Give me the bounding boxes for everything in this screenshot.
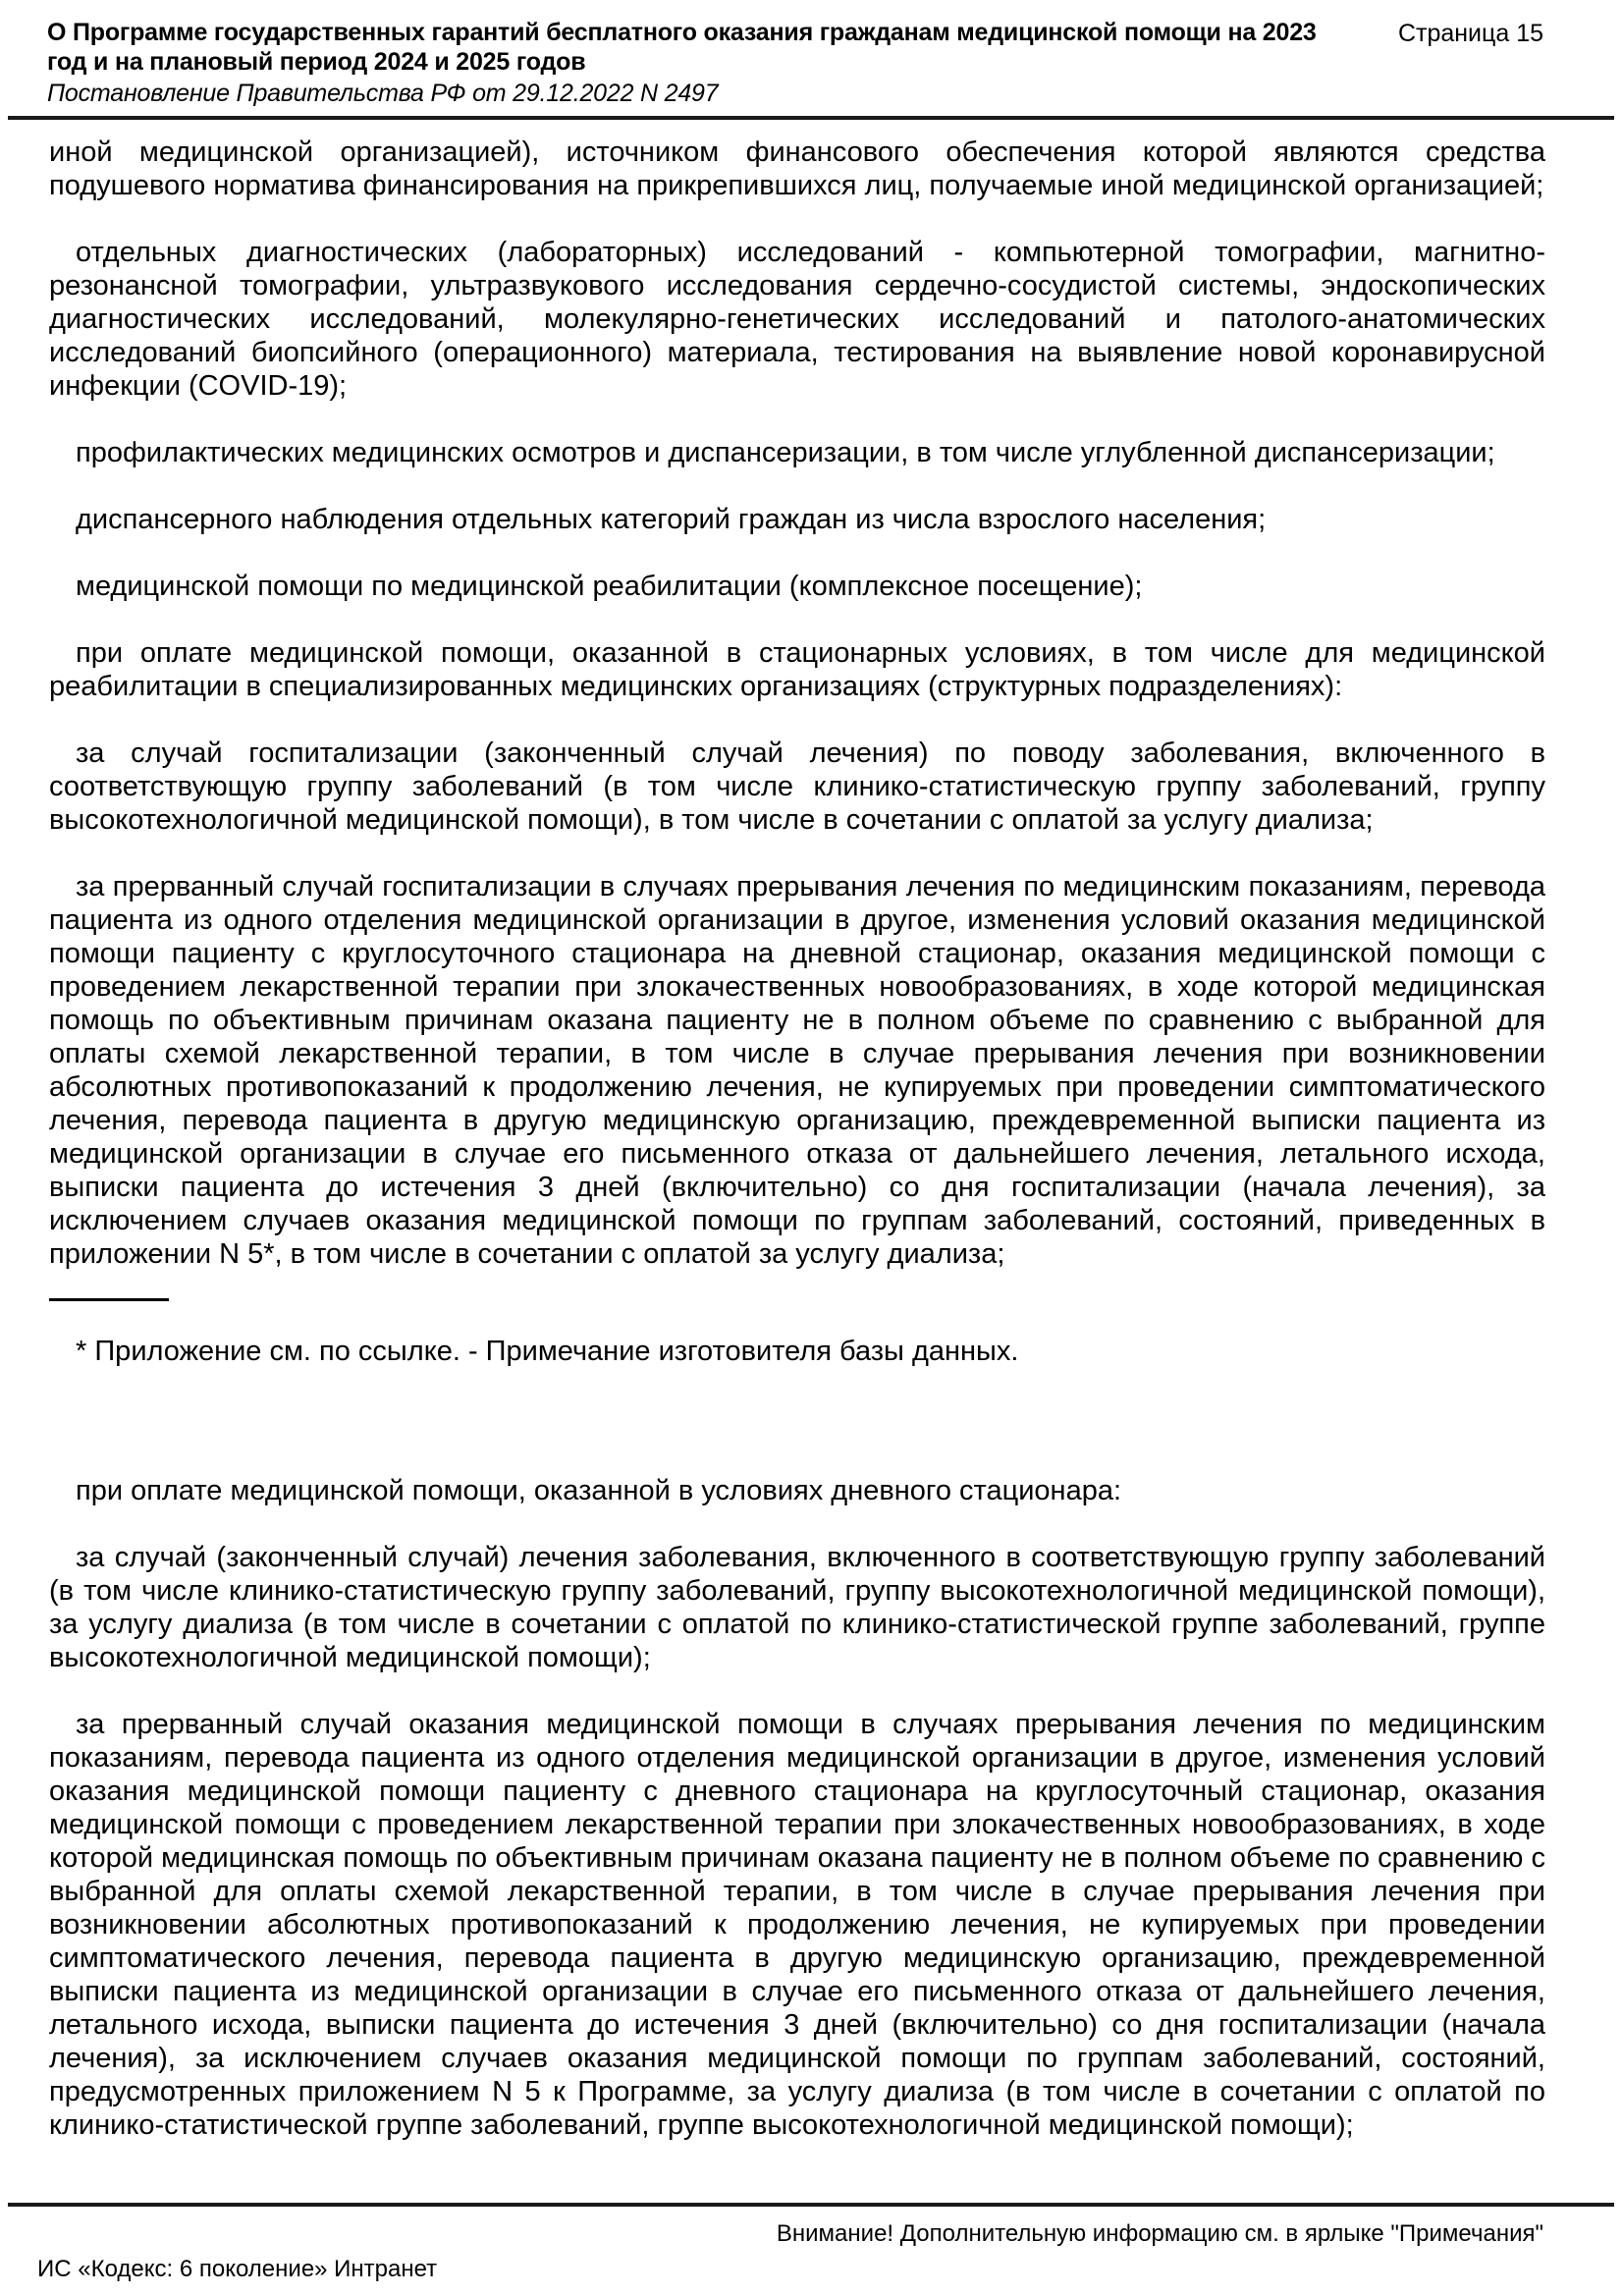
body-paragraph: профилактических медицинских осмотров и диспансеризации, в том числе углубленной диспансеризации;	[76, 437, 1495, 468]
footer-system-label: ИС «Кодекс: 6 поколение» Интранет	[37, 2256, 438, 2282]
document-body	[0, 120, 1622, 2142]
document-subtitle: Постановление Правительства РФ от 29.12.2022 N 2497	[47, 80, 719, 107]
body-paragraph: медицинской помощи по медицинской реабилитации (комплексное посещение);	[76, 571, 1143, 602]
body-paragraph: иной медицинской организацией), источником финансового обеспечения которой являются средства подушевого норматива финансирования на прикрепившихся лиц, получаемые иной медицинской организацией;	[49, 137, 1545, 201]
document-title: О Программе государственных гарантий бесплатного оказания гражданам медицинской помощи на 2023 год и на плановый период 2024 и 2025 годов	[47, 19, 1317, 76]
body-paragraph: за случай госпитализации (законченный случай лечения) по поводу заболевания, включенного в соответствующую группу заболеваний (в том числе клинико-статистическую группу заболеваний, группу высокотехнологичной медицинской помощи), в том числе в сочетании с оплатой за услугу диализа;	[49, 738, 1545, 836]
footnote-text: * Приложение см. по ссылке. - Примечание изготовителя базы данных.	[76, 1336, 1019, 1367]
footer-divider	[8, 2203, 1614, 2207]
body-paragraph: за прерванный случай госпитализации в случаях прерывания лечения по медицинским показаниям, перевода пациента из одного отделения медицинской организации в другое, изменения условий оказания медицинской помощи пациенту с круглосуточного стационара на дневной стационар, оказания медицинской помощи с проведением лекарственной терапии при злокачественных новообразованиях, в ходе которой медицинская помощь по объективным причинам оказана пациенту не в полном объеме по сравнению с выбранной для оплаты схемой лекарственной терапии, в том числе в случае прерывания лечения при возникновении абсолютных противопоказаний к продолжению лечения, не купируемых при проведении симптоматического лечения, перевода пациента в другую медицинскую организацию, преждевременной выписки пациента из медицинской организации в случае его письменного отказа от дальнейшего лечения, летального исхода, выписки пациента до истечения 3 дней (включительно) со дня госпитализации (начала лечения), за исключением случаев оказания медицинской помощи по группам заболеваний, состояний, приведенных в приложении N 5*, в том числе в сочетании с оплатой за услугу диализа;	[49, 871, 1545, 1270]
document-header	[0, 0, 1622, 108]
footnote-divider	[49, 1298, 169, 1301]
footnote-block	[49, 1298, 1545, 1368]
body-paragraph: при оплате медицинской помощи, оказанной в стационарных условиях, в том числе для медицинской реабилитации в специализированных медицинских организациях (структурных подразделениях):	[49, 637, 1545, 702]
body-paragraph: при оплате медицинской помощи, оказанной в условиях дневного стационара:	[76, 1475, 1122, 1506]
footer-notice: Внимание! Дополнительную информацию см. в ярлыке "Примечания"	[776, 2220, 1543, 2247]
page-number-label: Страница 15	[1397, 20, 1543, 47]
document-footer	[0, 2203, 1622, 2283]
body-paragraph: отдельных диагностических (лабораторных) исследований - компьютерной томографии, магнитно-резонансной томографии, ультразвукового исследования сердечно-сосудистой системы, эндоскопических диагностических исследований, молекулярно-генетических исследований и патолого-анатомических исследований биопсийного (операционного) материала, тестирования на выявление новой коронавирусной инфекции (COVID-19);	[49, 237, 1545, 402]
body-paragraph: за прерванный случай оказания медицинской помощи в случаях прерывания лечения по медицинским показаниям, перевода пациента из одного отделения медицинской организации в другое, изменения условий оказания медицинской помощи пациенту с дневного стационара на круглосуточный стационар, оказания медицинской помощи с проведением лекарственной терапии при злокачественных новообразованиях, в ходе которой медицинская помощь по объективным причинам оказана пациенту не в полном объеме по сравнению с выбранной для оплаты схемой лекарственной терапии, в том числе в случае прерывания лечения при возникновении абсолютных противопоказаний к продолжению лечения, не купируемых при проведении симптоматического лечения, перевода пациента в другую медицинскую организацию, преждевременной выписки пациента из медицинской организации в случае его письменного отказа от дальнейшего лечения, летального исхода, выписки пациента до истечения 3 дней (включительно) со дня госпитализации (начала лечения), за исключением случаев оказания медицинской помощи по группам заболеваний, состояний, предусмотренных приложением N 5 к Программе, за услугу диализа (в том числе в сочетании с оплатой по клинико-статистической группе заболеваний, группе высокотехнологичной медицинской помощи);	[49, 1709, 1545, 2141]
body-paragraph: за случай (законченный случай) лечения заболевания, включенного в соответствующую группу заболеваний (в том числе клинико-статистическую группу заболеваний, группу высокотехнологичной медицинской помощи), за услугу диализа (в том числе в сочетании с оплатой по клинико-статистической группе заболеваний, группе высокотехнологичной медицинской помощи);	[49, 1542, 1545, 1673]
body-paragraph: диспансерного наблюдения отдельных категорий граждан из числа взрослого населения;	[76, 504, 1267, 535]
